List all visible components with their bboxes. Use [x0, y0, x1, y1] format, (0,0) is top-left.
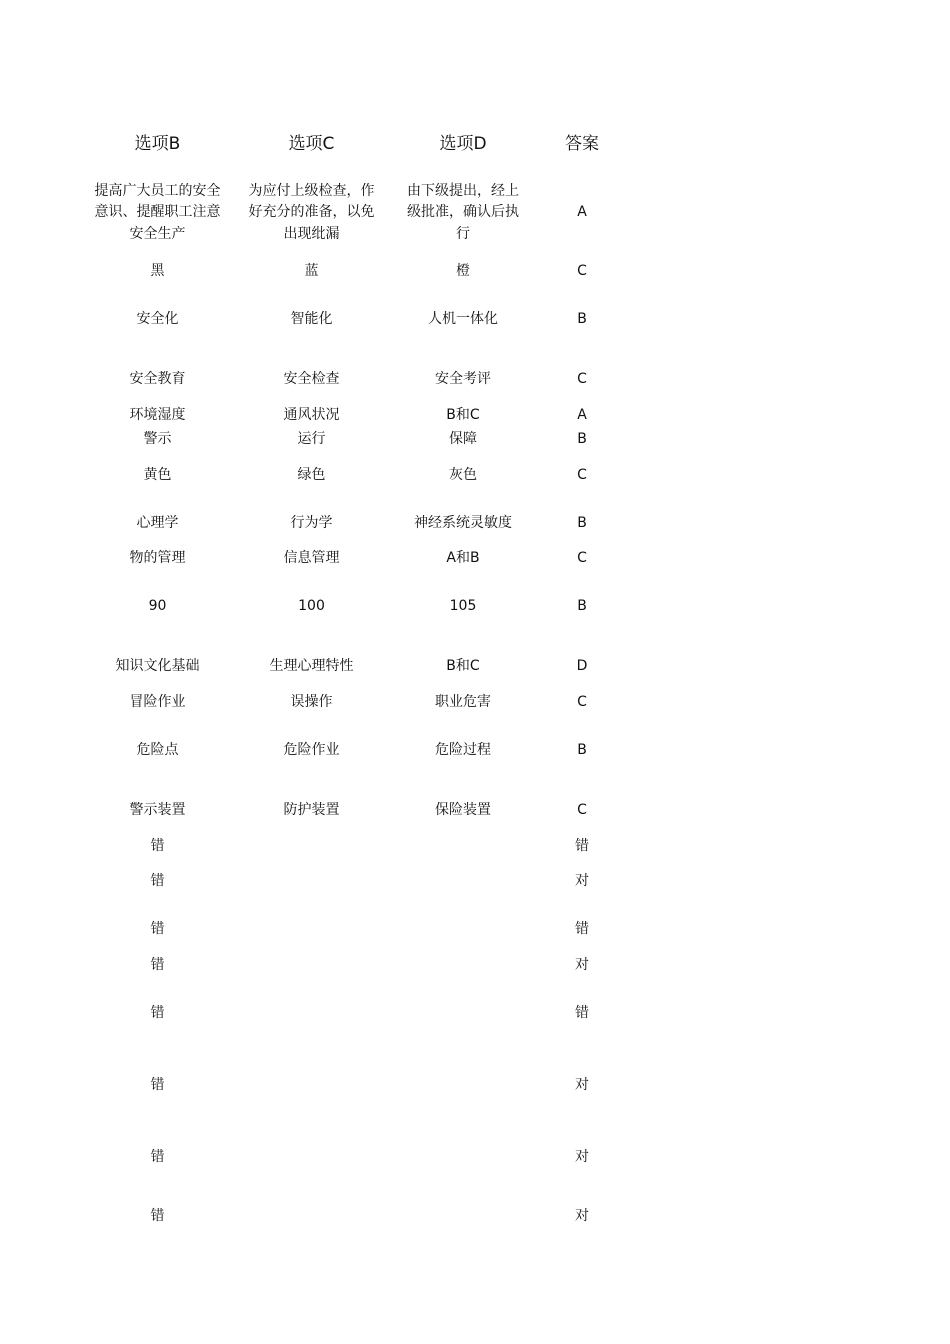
table-cell-option-b: 警示 — [143, 431, 172, 448]
table-cell-option-b: 警示装置 — [129, 802, 186, 819]
table-cell-option-c: 防护装置 — [283, 802, 340, 819]
table-cell-option-b: 错 — [150, 1208, 165, 1225]
table-cell-option-b: 错 — [150, 921, 165, 938]
table-cell-option-b: 环境湿度 — [129, 407, 186, 424]
table-cell-option-d: 保险装置 — [435, 802, 491, 819]
table-cell-answer: 对 — [575, 1149, 589, 1166]
table-cell-answer: D — [576, 658, 588, 675]
table-cell-option-b: 危险点 — [136, 742, 179, 759]
table-cell-option-c: 误操作 — [290, 694, 333, 711]
table-cell-answer: C — [577, 263, 587, 280]
table-cell-option-c: 运行 — [297, 431, 326, 448]
table-cell-option-c: 绿色 — [297, 467, 326, 484]
table-cell-option-d: 保障 — [449, 431, 477, 448]
table-cell-option-b: 黄色 — [143, 467, 172, 484]
table-cell-option-c: 安全检查 — [283, 371, 340, 388]
table-cell-answer: C — [577, 802, 587, 819]
table-cell-option-c: 为应付上级检查，作 好充分的准备，以免 出现纰漏 — [248, 182, 375, 242]
table-cell-option-b: 冒险作业 — [129, 694, 186, 711]
table-cell-answer: C — [577, 371, 587, 388]
table-cell-option-c: 行为学 — [290, 515, 333, 532]
table-cell-option-d: 由下级提出，经上 级批准，确认后执 行 — [407, 182, 519, 242]
table-cell-option-d: 105 — [449, 598, 477, 615]
table-cell-option-d: 人机一体化 — [428, 311, 498, 328]
table-cell-option-d: 神经系统灵敏度 — [414, 515, 512, 532]
table-cell-option-b: 黑 — [150, 263, 165, 280]
table-cell-option-b: 物的管理 — [129, 550, 186, 567]
table-cell-answer: B — [577, 515, 587, 532]
table-cell-option-c: 危险作业 — [283, 742, 340, 759]
table-cell-option-c: 通风状况 — [283, 407, 340, 424]
table-cell-option-d: B和C — [446, 658, 480, 675]
table-cell-option-c: 智能化 — [290, 311, 333, 328]
table-cell-option-b: 心理学 — [136, 515, 179, 532]
table-cell-option-c: 100 — [298, 598, 325, 615]
table-cell-answer: 对 — [575, 1208, 589, 1225]
table-cell-answer: 错 — [575, 838, 589, 855]
table-cell-answer: B — [577, 598, 587, 615]
table-cell-answer: 对 — [575, 873, 589, 890]
table-cell-option-d: 安全考评 — [435, 371, 491, 388]
table-cell-option-b: 提高广大员工的安全 意识、提醒职工注意 安全生产 — [94, 182, 221, 242]
table-cell-answer: B — [577, 431, 587, 448]
table-cell-option-d: A和B — [446, 550, 480, 567]
table-cell-option-b: 安全教育 — [129, 371, 186, 388]
table-cell-option-c: 蓝 — [304, 263, 319, 280]
header-option-c: 选项C — [288, 134, 335, 154]
table-cell-answer: B — [577, 311, 587, 328]
table-cell-answer: C — [577, 694, 587, 711]
table-cell-option-b: 错 — [150, 1005, 165, 1022]
table-cell-option-d: B和C — [446, 407, 480, 424]
header-option-b: 选项B — [134, 134, 181, 154]
table-cell-option-b: 安全化 — [136, 311, 179, 328]
table-cell-option-b: 错 — [150, 1149, 165, 1166]
table-cell-option-b: 错 — [150, 838, 165, 855]
table-cell-option-d: 橙 — [456, 263, 470, 280]
table-cell-option-b: 错 — [150, 1077, 165, 1094]
table-cell-option-b: 错 — [150, 873, 165, 890]
header-answer: 答案 — [565, 134, 599, 154]
table-cell-option-c: 信息管理 — [283, 550, 340, 567]
table-cell-option-b: 知识文化基础 — [115, 658, 200, 675]
table-cell-option-d: 灰色 — [449, 467, 477, 484]
table-cell-answer: A — [577, 204, 587, 221]
table-cell-answer: C — [577, 467, 587, 484]
table-cell-option-c: 生理心理特性 — [269, 658, 354, 675]
table-cell-answer: 对 — [575, 1077, 589, 1094]
table-cell-option-d: 危险过程 — [435, 742, 491, 759]
table-cell-answer: 错 — [575, 1005, 589, 1022]
table-cell-answer: B — [577, 742, 587, 759]
table-cell-option-b: 错 — [150, 957, 165, 974]
table-cell-answer: 对 — [575, 957, 589, 974]
header-option-d: 选项D — [439, 134, 487, 154]
table-cell-option-d: 职业危害 — [435, 694, 491, 711]
table-cell-answer: A — [577, 407, 587, 424]
table-cell-answer: C — [577, 550, 587, 567]
table-cell-answer: 错 — [575, 921, 589, 938]
table-cell-option-b: 90 — [148, 598, 167, 615]
